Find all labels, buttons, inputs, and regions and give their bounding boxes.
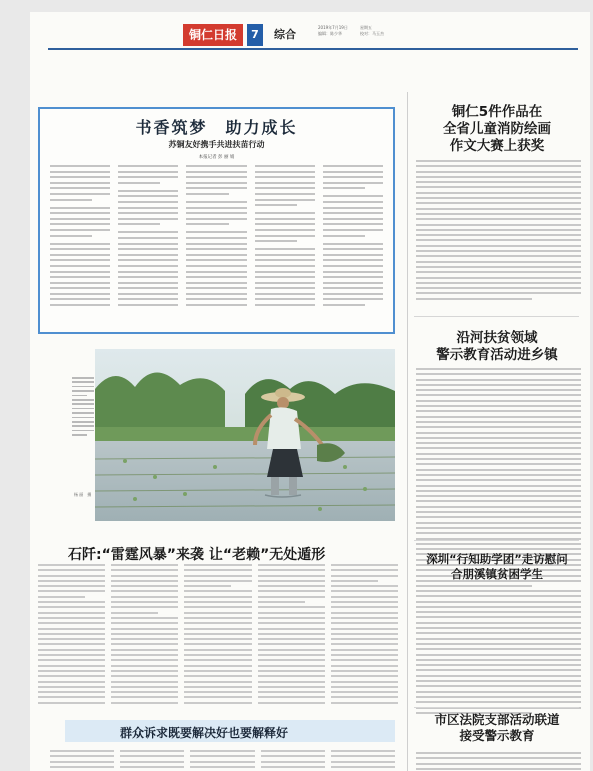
photo-byline: 杨 丽 摄: [74, 492, 92, 497]
right-article-body: [416, 590, 581, 717]
page-number: 7: [247, 24, 263, 46]
newspaper-logo: 铜仁日报: [183, 24, 243, 46]
right-article-body: [416, 160, 581, 303]
date-line: 2019年7月19日: [318, 25, 348, 30]
right-separator: [414, 316, 579, 317]
text-column: [50, 165, 110, 323]
article-title: 石阡:“雷霆风暴”来袭 让“老赖”无处遁形: [68, 547, 326, 563]
feature-body: [50, 165, 383, 323]
feature-byline: 本报记者 彭 丽 娟: [198, 155, 235, 160]
right-article-title: 铜仁5件作品在 全省儿童消防绘画 作文大赛上获奖: [443, 104, 551, 154]
right-separator: [414, 540, 579, 541]
column-divider: [407, 92, 408, 771]
header-meta-2: [360, 25, 384, 37]
right-article-title: 深圳“行知助学团”走访慰问 合朋溪镇贫困学生: [426, 552, 568, 581]
photo-caption: [72, 377, 94, 438]
right-article-title: 市区法院支部活动联道 接受警示教育: [434, 712, 560, 743]
header-meta: [318, 25, 348, 37]
page-header: [30, 12, 590, 52]
text-column: [118, 165, 178, 323]
editor-line: 编辑：陈少华: [318, 31, 342, 36]
feature-article: [38, 107, 395, 334]
section-name: 综合: [274, 28, 296, 41]
right-article-body: [416, 752, 581, 771]
right-separator: [414, 707, 579, 708]
text-column: [186, 165, 246, 323]
article-title: 群众诉求既要解决好也要解释好: [120, 726, 289, 740]
weekday: 星期五: [360, 25, 372, 30]
header-rule: [48, 48, 578, 50]
text-column: [255, 165, 315, 323]
news-photo: [95, 349, 395, 521]
article-body: [50, 750, 395, 771]
text-column: [323, 165, 383, 323]
right-article-title: 沿河扶贫领域 警示教育活动进乡镇: [436, 330, 558, 363]
feature-subtitle: 苏铜友好携手共进扶苗行动: [168, 140, 265, 149]
newspaper-page: [30, 12, 590, 771]
proof-line: 校对：马玉杰: [360, 31, 384, 36]
feature-title: 书香筑梦 助力成长: [135, 118, 298, 137]
article-body: [38, 564, 398, 704]
